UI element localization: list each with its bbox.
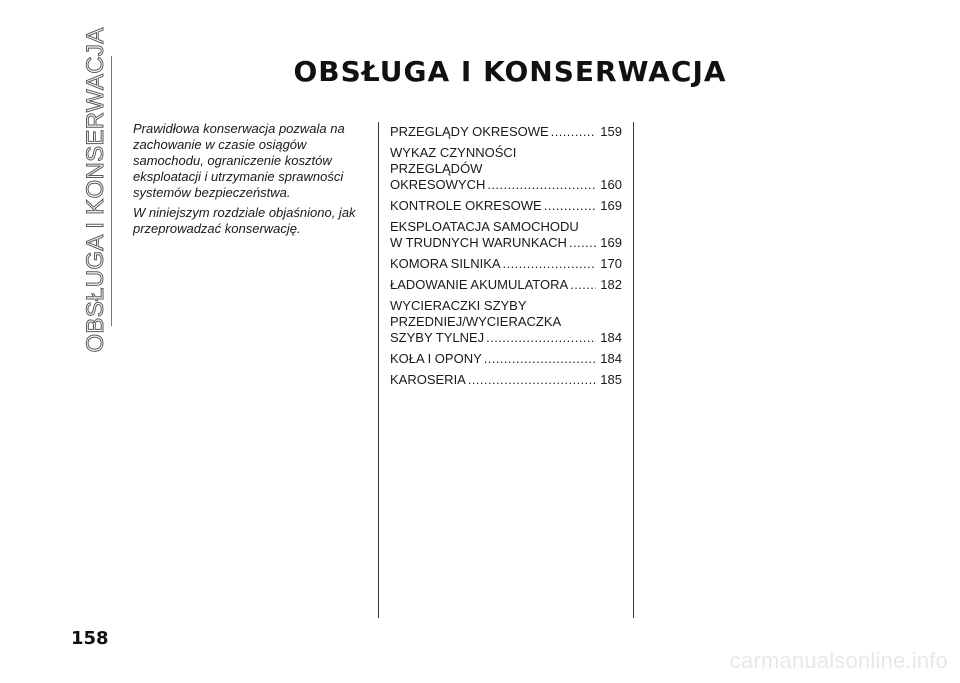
side-tab-rule [111, 56, 112, 326]
toc-entry-title-line: WYKAZ CZYNNOŚCI [390, 145, 517, 160]
toc-entry-title: KOMORA SILNIKA [390, 256, 501, 271]
toc-dot-leader [468, 372, 596, 388]
column-divider-right [633, 122, 634, 618]
toc-entry-title: KAROSERIA [390, 372, 466, 387]
toc-entry-row [390, 124, 622, 140]
toc-entry[interactable] [390, 298, 622, 346]
side-tab-label: OBSŁUGA I KONSERWACJA [82, 27, 109, 353]
intro-text [133, 121, 368, 241]
watermark: carmanualsonline.info [729, 648, 948, 673]
toc-page-number: 169 [600, 198, 622, 213]
chapter-title: OBSŁUGA I KONSERWACJA [293, 55, 727, 88]
side-tab [78, 27, 114, 353]
toc-entry-title: ŁADOWANIE AKUMULATORA [390, 277, 569, 292]
toc-entry[interactable] [390, 351, 622, 367]
toc-dot-leader [484, 351, 596, 367]
toc-entry-title: W TRUDNYCH WARUNKACH [390, 235, 567, 250]
toc-page-number: 160 [600, 177, 622, 192]
toc-entry-title-line: WYCIERACZKI SZYBY [390, 298, 527, 313]
toc-dot-leader [487, 177, 596, 193]
toc-dot-leader [486, 330, 596, 346]
intro-paragraph: Prawidłowa konserwacja pozwala na zachowanie w czasie osiągów samochodu, ograniczenie kosztów eksploatacji i utrzymanie sprawności systemów bezpieczeństwa. [133, 121, 345, 200]
toc-page-number: 159 [600, 124, 622, 139]
toc-entry-title-line: PRZEDNIEJ/WYCIERACZKA [390, 314, 562, 329]
toc-dot-leader [551, 124, 596, 140]
toc-dot-leader [569, 235, 596, 251]
toc-entry[interactable] [390, 277, 622, 293]
toc-entry-row [390, 330, 622, 346]
toc-entry[interactable] [390, 372, 622, 388]
toc-page-number: 182 [600, 277, 622, 292]
toc-entry[interactable] [390, 124, 622, 140]
page-number: 158 [71, 628, 109, 649]
table-of-contents [390, 124, 622, 393]
toc-dot-leader [570, 277, 596, 293]
toc-entry-title: OKRESOWYCH [390, 177, 486, 192]
toc-dot-leader [544, 198, 596, 214]
toc-entry-title: SZYBY TYLNEJ [390, 330, 485, 345]
toc-entry-title: KONTROLE OKRESOWE [390, 198, 542, 213]
toc-entry-row [390, 372, 622, 388]
toc-page-number: 184 [600, 351, 622, 366]
toc-entry-row [390, 351, 622, 367]
toc-page-number: 169 [600, 235, 622, 250]
toc-entry-title-line: EKSPLOATACJA SAMOCHODU [390, 219, 579, 234]
toc-dot-leader [503, 256, 596, 272]
toc-entry-title: KOŁA I OPONY [390, 351, 482, 366]
toc-entry[interactable] [390, 256, 622, 272]
toc-entry-row [390, 235, 622, 251]
toc-entry[interactable] [390, 145, 622, 193]
toc-entry-row [390, 256, 622, 272]
toc-entry-title-line: PRZEGLĄDÓW [390, 161, 483, 176]
toc-entry-row [390, 198, 622, 214]
toc-entry[interactable] [390, 198, 622, 214]
column-divider-left [378, 122, 379, 618]
toc-entry-row [390, 177, 622, 193]
toc-entry-title: PRZEGLĄDY OKRESOWE [390, 124, 549, 139]
toc-page-number: 185 [600, 372, 622, 387]
toc-entry-row [390, 277, 622, 293]
toc-page-number: 170 [600, 256, 622, 271]
toc-entry[interactable] [390, 219, 622, 251]
intro-paragraph: W niniejszym rozdziale objaśniono, jak przeprowadzać konserwację. [133, 205, 356, 236]
toc-page-number: 184 [600, 330, 622, 345]
